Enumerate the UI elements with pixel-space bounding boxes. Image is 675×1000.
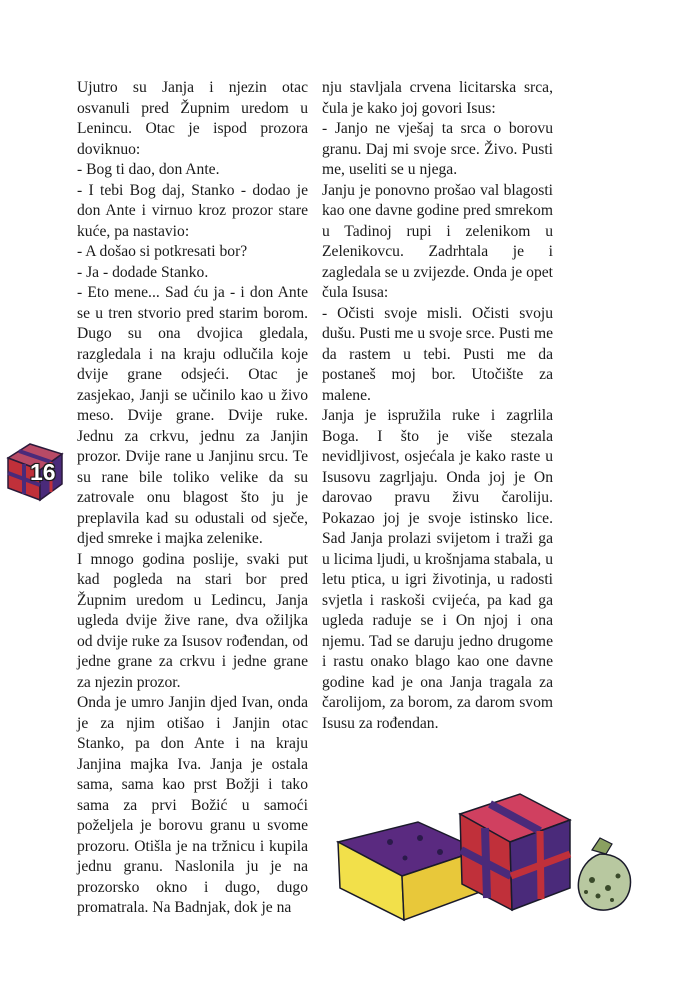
paragraph: - A došao si potkresati bor? bbox=[77, 243, 248, 260]
page-number: 16 bbox=[30, 459, 56, 485]
left-text-column bbox=[77, 78, 308, 919]
paragraph: - I tebi Bog daj, Stanko - dodao je don Ante i virnuo kroz prozor stare kuće, pa nastavio: bbox=[77, 181, 308, 240]
paragraph: Janja je ispružila ruke i zagrlila Boga. I što je više stezala nevidljivost, osjećala je kako raste u Isusovu zagrljaju. Onda joj je On darovao pravu živu čaroliju. Pokazao joj je svoje istinsko lice. Sad Janja prolazi svijetom i traži ga u licima ljudi, u krošnjama stabala, u letu ptica, u igri životinja, u radosti svjetla i raskoši cvijeća, pa kad ga ugleda raduje se i On njoj i ona njemu. Tad se daruju jedno drugome i rastu onako blago kao one davne godine kad je ona Janja tragala za čarolijom, za borom, za darom svom Isusu za rođendan. bbox=[322, 407, 553, 732]
paragraph: - Bog ti dao, don Ante. bbox=[77, 161, 220, 178]
paragraph: nju stavljala crvena licitarska srca, čula je kako joj govori Isus: bbox=[322, 79, 553, 117]
right-text-column bbox=[322, 78, 553, 734]
paragraph: I mnogo godina poslije, svaki put kad pogleda na stari bor pred Župnim uredom u Ledincu, Janja ugleda dvije žive rane, dva ožiljka od dvije ruke za Isusov rođendan, od jedne grane za crkvu i jedne grane za njezin prozor. bbox=[77, 550, 308, 691]
paragraph: - Janjo ne vješaj ta srca o borovu granu. Daj mi svoje srce. Živo. Pusti me, useliti se u njega. bbox=[322, 120, 553, 178]
paragraph: - Eto mene... Sad ću ja - i don Ante se u tren stvorio pred starim borom. Dugo su ona dvojica gledala, razgledala i na kraju odlučila koje dvije grane odsjeći. Otac je zasjekao, Janji se učinilo kao u živo meso. Dvije grane. Dvije ruke. Jednu za crkvu, jednu za Janjin prozor. Dvije rane u Janjinu srcu. Te su rane bile toliko velike da su zatrovale onu blagost što ju je preplavila kad su odustali od sječe, djed smreke i majka zelenike. bbox=[77, 284, 308, 547]
paragraph: Janju je ponovno prošao val blagosti kao one davne godine pred smrekom u Tadinoj rupi i zelenikom u Zelenikovcu. Zadrhtala je i zagledala se u zvijezde. Onda je opet čula Isusa: bbox=[322, 181, 553, 301]
paragraph: - Ja - dodade Stanko. bbox=[77, 263, 209, 281]
paragraph: Ujutro su Janja i njezin otac osvanuli pred Župnim uredom u Lenincu. Otac je ispod prozora doviknuo: bbox=[77, 79, 308, 158]
christmas-treats-illustration bbox=[330, 780, 640, 930]
cake-icon bbox=[338, 822, 480, 920]
paragraph: Onda je umro Janjin djed Ivan, onda je za njim otišao i Janjin otac Stanko, pa don Ante i na kraju Janjina majka Iva. Janja je ostala sama, sama kao prst Božji i tako sama za prvi Božić u samoći poželjela je borovu granu u svome prozoru. Otišla je na tržnicu i kupila jednu granu. Naslonila ju je na prozorsko okno i dugo, dugo promatrala. Na Badnjak, dok je na bbox=[77, 694, 308, 916]
paragraph: - Očisti svoje misli. Očisti svoju dušu. Pusti me u svoje srce. Pusti me da rastem u tebi. Pusti me da postaneš moj bor. Utočište za malene. bbox=[322, 304, 553, 404]
pouch-icon bbox=[578, 838, 630, 910]
